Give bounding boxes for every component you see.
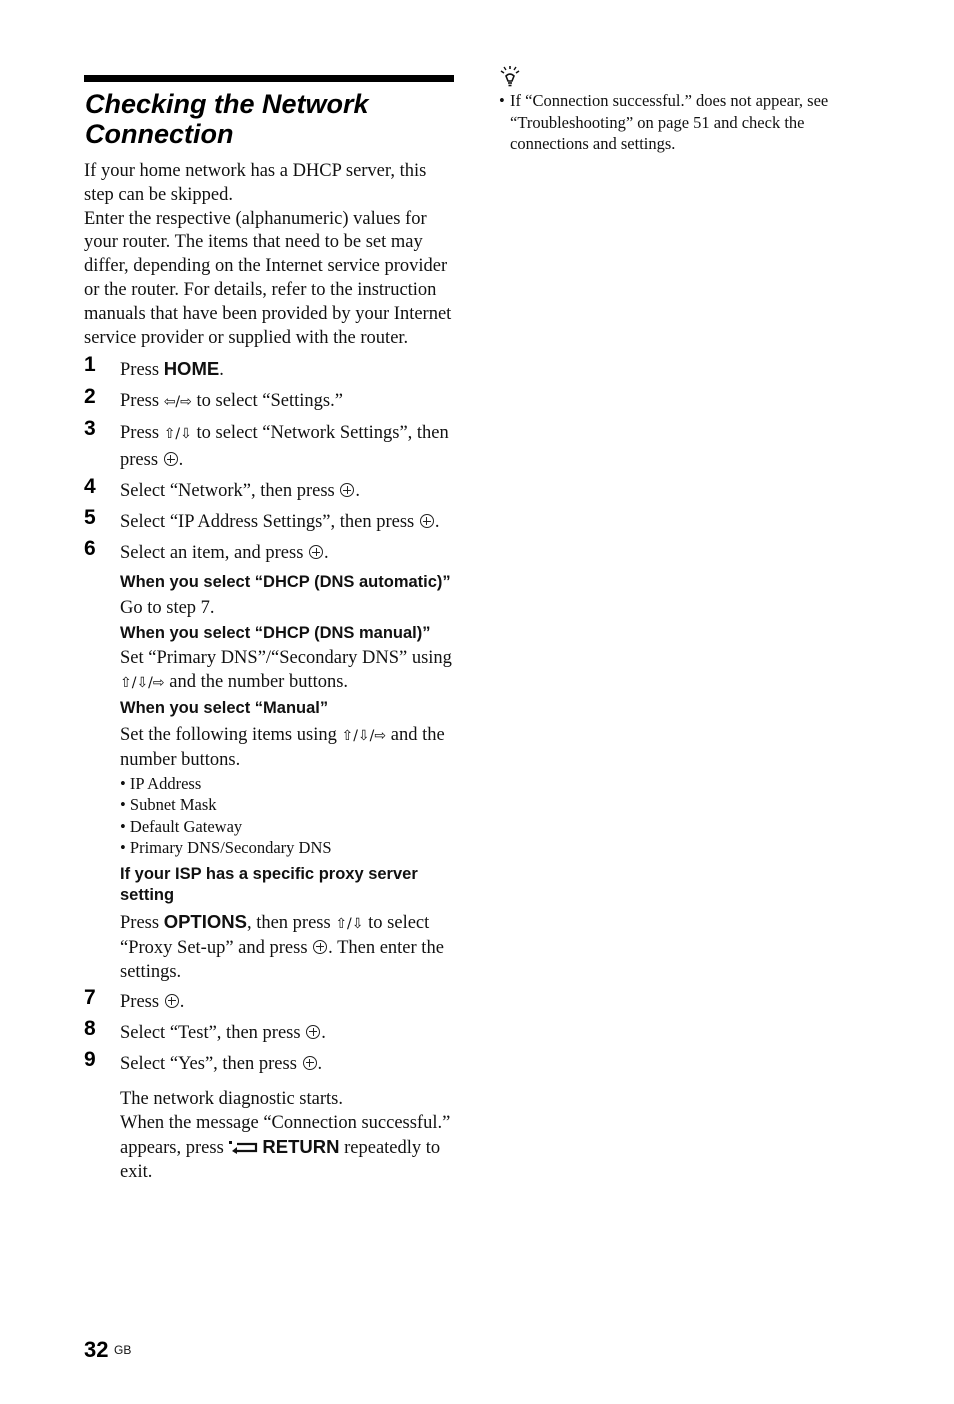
text-run: Press (120, 912, 164, 933)
step-text: Press (120, 391, 164, 412)
step-number: 5 (84, 506, 96, 530)
step-text: . (179, 991, 185, 1012)
tip-text: If “Connection successful.” does not appear, see “Troubleshooting” on page 51 and check the connections and settings. (510, 91, 829, 153)
step-number: 8 (84, 1016, 96, 1040)
text-run: and the number buttons. (120, 724, 445, 770)
step-text: . (434, 512, 440, 533)
step-text: . (178, 450, 184, 471)
up-down-right-arrow-icon: ⇧/⇩/⇨ (341, 727, 387, 744)
text-run: When the message “Connection successful.” appears, press (120, 1112, 451, 1158)
enter-button-icon (340, 483, 354, 497)
dhcp-manual-heading: When you select “DHCP (DNS manual)” (120, 623, 431, 642)
intro-paragraph-2: Enter the respective (alphanumeric) values for your router. The items that need to be set may differ, depending on the Internet service provider or the router. For details, refer to the instruction manuals that have been provided by your Internet service provider or supplied with the router. (84, 208, 452, 348)
up-down-right-arrow-icon: ⇧/⇩/⇨ (120, 675, 165, 692)
step-number: 7 (84, 985, 96, 1009)
manual-text (120, 723, 456, 772)
step-text: Select “Test”, then press (120, 1022, 306, 1043)
step-text: Select “IP Address Settings”, then press (120, 512, 419, 533)
text-run: , then press (246, 912, 336, 933)
page-number: 32 (84, 1337, 109, 1362)
step-number: 3 (84, 417, 96, 441)
tip-bullet: • (499, 91, 505, 110)
tip-note (499, 90, 869, 155)
step-number: 6 (84, 537, 96, 561)
intro-paragraph-1: If your home network has a DHCP server, this step can be skipped. (84, 161, 427, 205)
proxy-text (120, 910, 456, 984)
heading-rule (84, 75, 454, 82)
step-text: Select an item, and press (120, 543, 309, 564)
step-text: . (355, 481, 360, 502)
step-4 (84, 475, 456, 504)
step-text: Select “Network”, then press (120, 481, 340, 502)
list-item: • IP Address (120, 773, 202, 793)
list-item: • Default Gateway (120, 816, 243, 836)
lightbulb-icon (500, 66, 520, 88)
enter-button-icon (313, 940, 327, 954)
dhcp-auto-text: Go to step 7. (120, 597, 215, 618)
step-3 (84, 417, 456, 473)
proxy-heading: If your ISP has a specific proxy server setting (120, 864, 418, 905)
enter-button-icon (165, 994, 179, 1008)
left-right-arrow-icon: ⇦/⇨ (163, 394, 192, 411)
step-text: Press (120, 360, 164, 381)
step-6 (84, 537, 456, 566)
enter-button-icon (303, 1056, 317, 1070)
region-code: GB (114, 1343, 132, 1357)
step-8 (84, 1016, 456, 1046)
step-1 (84, 353, 456, 383)
step-6-options (84, 572, 456, 984)
step-5 (84, 506, 456, 535)
manual-heading: When you select “Manual” (120, 699, 329, 718)
step-text: Press (120, 423, 164, 444)
diagnostic-text: The network diagnostic starts. (120, 1088, 343, 1109)
step-text: to select “Settings.” (191, 391, 343, 412)
step-text: . (219, 360, 224, 381)
enter-button-icon (306, 1025, 320, 1039)
return-key: RETURN (262, 1135, 340, 1157)
step-number: 1 (84, 353, 96, 377)
list-item: • Subnet Mask (120, 795, 217, 815)
step-7 (84, 985, 456, 1015)
step-text: . (321, 1022, 326, 1043)
up-down-arrow-icon: ⇧/⇩ (335, 915, 364, 932)
text-run: Set “Primary DNS”/“Secondary DNS” using (120, 648, 452, 669)
home-key: HOME (163, 358, 220, 380)
step-9 (84, 1047, 456, 1077)
text-run: Set the following items using (120, 724, 342, 745)
dhcp-manual-text (120, 646, 456, 695)
enter-button-icon (309, 545, 323, 559)
text-run: and the number buttons. (164, 672, 349, 693)
step-text: . (324, 543, 329, 564)
step-number: 2 (84, 385, 96, 409)
dhcp-auto-heading: When you select “DHCP (DNS automatic)” (120, 573, 451, 592)
step-text: to select “Network Settings”, then press (120, 423, 449, 471)
step-number: 9 (84, 1047, 96, 1071)
step-text: Press (120, 991, 164, 1012)
return-icon (228, 1140, 258, 1154)
step-2 (84, 385, 456, 415)
exit-text (120, 1111, 456, 1184)
step-text: . (317, 1053, 323, 1074)
enter-button-icon (164, 452, 178, 466)
up-down-arrow-icon: ⇧/⇩ (163, 426, 192, 443)
enter-button-icon (420, 514, 434, 528)
text-run: to select “Proxy Set-up” and press (120, 912, 430, 958)
step-number: 4 (84, 475, 96, 499)
step-9-details (84, 1087, 456, 1184)
text-run: . Then enter the settings. (120, 937, 444, 982)
step-text: Select “Yes”, then press (120, 1053, 302, 1074)
list-item: • Primary DNS/Secondary DNS (120, 838, 332, 858)
text-run: repeatedly to exit. (120, 1137, 441, 1182)
page-title: Checking the Network Connection (85, 89, 369, 149)
options-key: OPTIONS (163, 910, 247, 932)
main-column (84, 160, 456, 1184)
